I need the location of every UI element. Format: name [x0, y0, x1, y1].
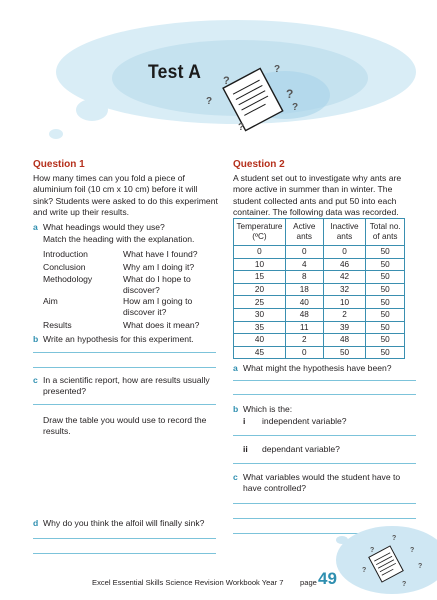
- q1-b-label: b: [33, 334, 39, 344]
- svg-text:?: ?: [223, 75, 230, 87]
- svg-text:?: ?: [286, 87, 294, 101]
- table-row: 35 11 39 50: [234, 321, 405, 334]
- footer-page-word: page: [300, 578, 317, 587]
- answer-line[interactable]: [33, 553, 216, 554]
- explanation-item: What have I found?: [123, 249, 198, 259]
- q2-a-label: a: [233, 363, 238, 373]
- heading-item: Conclusion: [43, 262, 86, 272]
- svg-text:?: ?: [292, 102, 299, 113]
- table-row: 15 8 42 50: [234, 271, 405, 284]
- svg-text:?: ?: [206, 96, 213, 107]
- q1-c-label: c: [33, 375, 38, 385]
- q2-b-ii-label: ii: [243, 444, 248, 454]
- svg-text:?: ?: [402, 581, 407, 588]
- q2-b-i-question: independent variable?: [262, 416, 347, 426]
- heading-item: Results: [43, 320, 72, 330]
- answer-line[interactable]: [33, 367, 216, 368]
- table-row: 40 2 48 50: [234, 334, 405, 347]
- svg-text:?: ?: [238, 122, 245, 133]
- intro-line: student collected ants and put 50 into each: [233, 195, 397, 206]
- page-number: 49: [318, 569, 337, 588]
- intro-line: sink? Students were asked to do this experiment: [33, 195, 218, 206]
- intro-line: aluminium foil (10 cm x 10 cm) before it will: [33, 184, 198, 195]
- answer-line[interactable]: [233, 394, 416, 395]
- footer-book-title: Excel Essential Skills Science Revision Workbook Year 7: [92, 578, 284, 587]
- q2-b-i-label: i: [243, 416, 246, 426]
- question-line: What variables would the student have to: [243, 472, 401, 482]
- column-header: Temperature (ºC): [234, 219, 286, 246]
- q2-b-question: Which is the:: [243, 404, 293, 414]
- instruction-line: Draw the table you would use to record the: [43, 415, 207, 425]
- answer-line[interactable]: [33, 352, 216, 353]
- answer-line[interactable]: [233, 503, 416, 504]
- table-header-row: [234, 219, 405, 246]
- explanation-item: What does it mean?: [123, 320, 200, 330]
- explanation-item: discover it?: [123, 307, 167, 317]
- intro-line: more active in summer than in winter. The: [233, 184, 393, 195]
- answer-line[interactable]: [33, 404, 216, 405]
- svg-text:?: ?: [370, 547, 375, 554]
- q1-b-question: Write an hypothesis for this experiment.: [43, 334, 194, 344]
- question-1-intro: [33, 173, 223, 219]
- question-line: have controlled?: [243, 483, 307, 494]
- intro-line: container. The following data was recorded.: [233, 207, 399, 218]
- answer-line[interactable]: [233, 463, 416, 464]
- svg-text:?: ?: [418, 563, 423, 570]
- instruction-line: results.: [43, 426, 71, 437]
- answer-line[interactable]: [233, 435, 416, 436]
- paper-question-icon: [200, 58, 310, 138]
- q1-a-question: What headings would they use?: [43, 222, 165, 232]
- q1-c-instruction: [43, 415, 206, 438]
- table-row: 30 48 2 50: [234, 308, 405, 321]
- corner-bubble-graphic: [330, 512, 437, 600]
- explanation-item: discover?: [123, 285, 160, 295]
- question-1-heading: Question 1: [33, 159, 85, 170]
- heading-item: Methodology: [43, 274, 93, 284]
- question-2-heading: Question 2: [233, 159, 285, 170]
- intro-line: and write up their results.: [33, 207, 130, 218]
- q2-a-question: What might the hypothesis have been?: [243, 363, 392, 373]
- svg-text:?: ?: [410, 547, 415, 554]
- column-header: Inactive ants: [323, 219, 366, 246]
- q2-b-ii-question: dependant variable?: [262, 444, 340, 454]
- q1-d-label: d: [33, 518, 39, 528]
- explanation-item: How am I going to: [123, 296, 193, 306]
- heading-item: Aim: [43, 296, 58, 306]
- table-row: 25 40 10 50: [234, 296, 405, 309]
- intro-line: A student set out to investigate why ants are: [233, 173, 402, 183]
- column-header: Total no. of ants: [366, 219, 405, 246]
- question-2-intro: [233, 173, 423, 219]
- table-row: 45 0 50 50: [234, 346, 405, 359]
- q1-d-question: Why do you think the alfoil will finally sink?: [43, 518, 205, 528]
- answer-line[interactable]: [33, 538, 216, 539]
- table-row: 0 0 0 50: [234, 246, 405, 259]
- svg-text:?: ?: [392, 535, 397, 542]
- table-row: 20 18 32 50: [234, 283, 405, 296]
- q2-c-question: [243, 472, 400, 495]
- column-header: Active ants: [285, 219, 323, 246]
- question-line: In a scientific report, how are results usually: [43, 375, 210, 385]
- explanation-item: What do I hope to: [123, 274, 191, 284]
- heading-item: Introduction: [43, 249, 88, 259]
- q1-c-question: [43, 375, 210, 398]
- answer-line[interactable]: [233, 380, 416, 381]
- q2-b-label: b: [233, 404, 239, 414]
- page-title: Test A: [148, 62, 202, 83]
- q1-a-instruction: Match the heading with the explanation.: [43, 234, 195, 244]
- explanation-item: Why am I doing it?: [123, 262, 195, 272]
- svg-text:?: ?: [274, 64, 281, 75]
- q2-c-label: c: [233, 472, 238, 482]
- q1-a-label: a: [33, 222, 38, 232]
- svg-text:?: ?: [362, 567, 367, 574]
- intro-line: How many times can you fold a piece of: [33, 173, 185, 183]
- question-line: presented?: [43, 386, 87, 397]
- ant-data-table: [233, 218, 405, 359]
- table-row: 10 4 46 50: [234, 258, 405, 271]
